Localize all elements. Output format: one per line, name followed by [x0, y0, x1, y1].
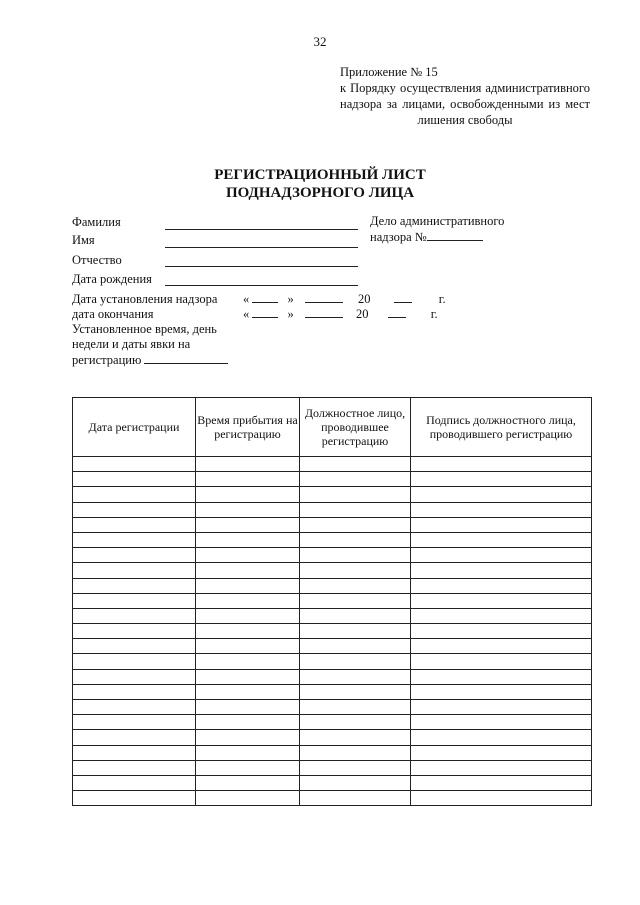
- end-day-field[interactable]: [252, 307, 278, 318]
- table-cell[interactable]: [411, 563, 592, 578]
- table-cell[interactable]: [411, 548, 592, 563]
- table-cell[interactable]: [196, 791, 300, 806]
- table-cell[interactable]: [196, 608, 300, 623]
- table-cell[interactable]: [73, 502, 196, 517]
- table-cell[interactable]: [196, 487, 300, 502]
- table-cell[interactable]: [300, 487, 411, 502]
- table-cell[interactable]: [196, 593, 300, 608]
- table-cell[interactable]: [73, 517, 196, 532]
- table-cell[interactable]: [411, 684, 592, 699]
- table-body: [73, 457, 592, 806]
- table-cell[interactable]: [196, 715, 300, 730]
- table-cell[interactable]: [300, 532, 411, 547]
- table-cell[interactable]: [73, 639, 196, 654]
- table-row: [73, 775, 592, 790]
- table-cell[interactable]: [73, 760, 196, 775]
- table-cell[interactable]: [411, 517, 592, 532]
- table-row: [73, 548, 592, 563]
- table-cell[interactable]: [73, 791, 196, 806]
- table-cell[interactable]: [300, 548, 411, 563]
- appendix-line: лишения свободы: [417, 113, 513, 127]
- table-row: [73, 730, 592, 745]
- table-cell[interactable]: [73, 487, 196, 502]
- table-cell[interactable]: [411, 532, 592, 547]
- table-cell[interactable]: [300, 745, 411, 760]
- close-quote: »: [287, 307, 294, 321]
- document-title: [0, 166, 640, 202]
- table-cell[interactable]: [73, 578, 196, 593]
- close-quote: »: [287, 292, 294, 306]
- table-cell[interactable]: [300, 563, 411, 578]
- table-cell[interactable]: [300, 608, 411, 623]
- table-row: [73, 760, 592, 775]
- case-label: Дело административного: [370, 214, 505, 228]
- open-quote: «: [243, 307, 250, 321]
- end-month-field[interactable]: [305, 307, 343, 318]
- century-label: 20: [358, 292, 371, 306]
- table-cell[interactable]: [411, 715, 592, 730]
- supervision-end-label: дата окончания: [72, 307, 154, 321]
- table-row: [73, 532, 592, 547]
- table-cell[interactable]: [300, 578, 411, 593]
- table-row: [73, 593, 592, 608]
- table-cell[interactable]: [73, 654, 196, 669]
- table-cell[interactable]: [300, 593, 411, 608]
- year-suffix: г.: [438, 292, 446, 306]
- table-cell[interactable]: [300, 775, 411, 790]
- table-cell[interactable]: [73, 624, 196, 639]
- page-number: 32: [313, 34, 327, 49]
- table-cell[interactable]: [300, 791, 411, 806]
- table-cell[interactable]: [73, 775, 196, 790]
- table-cell[interactable]: [196, 669, 300, 684]
- table-cell[interactable]: [411, 791, 592, 806]
- table-cell[interactable]: [411, 472, 592, 487]
- table-cell[interactable]: [411, 624, 592, 639]
- start-year-field[interactable]: [394, 292, 412, 303]
- open-quote: «: [243, 292, 250, 306]
- patronymic-label: Отчество: [72, 253, 122, 267]
- table-cell[interactable]: [196, 684, 300, 699]
- case-number-field[interactable]: [427, 229, 483, 241]
- table-cell[interactable]: [300, 654, 411, 669]
- table-row: [73, 578, 592, 593]
- table-cell[interactable]: [73, 715, 196, 730]
- table-cell[interactable]: [196, 639, 300, 654]
- surname-label: Фамилия: [72, 215, 121, 229]
- table-cell[interactable]: [196, 745, 300, 760]
- table-cell[interactable]: [196, 457, 300, 472]
- table-cell[interactable]: [73, 700, 196, 715]
- table-row: [73, 791, 592, 806]
- table-cell[interactable]: [73, 532, 196, 547]
- year-suffix: г.: [430, 307, 438, 321]
- table-cell[interactable]: [300, 700, 411, 715]
- table-cell[interactable]: [411, 487, 592, 502]
- table-cell[interactable]: [73, 457, 196, 472]
- table-row: [73, 487, 592, 502]
- table-cell[interactable]: [300, 624, 411, 639]
- schedule-label: регистрацию: [72, 353, 142, 367]
- case-number-label: надзора №: [370, 230, 427, 244]
- name-label: Имя: [72, 233, 95, 247]
- table-cell[interactable]: [411, 745, 592, 760]
- start-day-field[interactable]: [252, 292, 278, 303]
- table-cell[interactable]: [411, 730, 592, 745]
- table-cell[interactable]: [411, 593, 592, 608]
- schedule-label: недели и даты явки на: [72, 337, 191, 351]
- table-cell[interactable]: [73, 593, 196, 608]
- table-row: [73, 745, 592, 760]
- end-year-field[interactable]: [388, 307, 406, 318]
- table-row: [73, 472, 592, 487]
- table-cell[interactable]: [196, 578, 300, 593]
- table-cell[interactable]: [73, 684, 196, 699]
- table-cell[interactable]: [73, 563, 196, 578]
- table-cell[interactable]: [300, 669, 411, 684]
- start-month-field[interactable]: [305, 292, 343, 303]
- table-cell[interactable]: [196, 760, 300, 775]
- table-row: [73, 563, 592, 578]
- table-cell[interactable]: [300, 502, 411, 517]
- table-cell[interactable]: [73, 548, 196, 563]
- table-cell[interactable]: [73, 745, 196, 760]
- table-cell[interactable]: [411, 700, 592, 715]
- table-cell[interactable]: [196, 654, 300, 669]
- table-cell[interactable]: [196, 563, 300, 578]
- table-row: [73, 624, 592, 639]
- table-cell[interactable]: [196, 730, 300, 745]
- table-cell[interactable]: [300, 715, 411, 730]
- table-cell[interactable]: [196, 517, 300, 532]
- header-official-signature: Подпись должностного лица, проводившего регистрацию: [411, 398, 592, 457]
- table-row: [73, 669, 592, 684]
- table-cell[interactable]: [196, 532, 300, 547]
- table-row: [73, 700, 592, 715]
- birth-date-label: Дата рождения: [72, 272, 152, 286]
- table-cell[interactable]: [300, 760, 411, 775]
- surname-field[interactable]: [165, 229, 358, 230]
- title-line: ПОДНАДЗОРНОГО ЛИЦА: [225, 185, 415, 201]
- name-field[interactable]: [165, 247, 358, 248]
- table-cell[interactable]: [196, 472, 300, 487]
- appendix-line: Приложение № 15: [340, 65, 438, 79]
- title-line: РЕГИСТРАЦИОННЫЙ ЛИСТ: [214, 167, 426, 183]
- table-cell[interactable]: [411, 760, 592, 775]
- table-cell[interactable]: [411, 669, 592, 684]
- birth-date-field[interactable]: [165, 285, 358, 286]
- patronymic-field[interactable]: [165, 266, 358, 267]
- table-cell[interactable]: [196, 548, 300, 563]
- century-label: 20: [356, 307, 369, 321]
- table-cell[interactable]: [411, 775, 592, 790]
- table-cell[interactable]: [411, 502, 592, 517]
- table-cell[interactable]: [300, 684, 411, 699]
- table-cell[interactable]: [196, 502, 300, 517]
- supervision-end-date: [243, 307, 438, 322]
- table-cell[interactable]: [73, 669, 196, 684]
- appendix-note: [340, 64, 590, 128]
- table-cell[interactable]: [411, 639, 592, 654]
- table-row: [73, 457, 592, 472]
- header-arrival-time: Время прибытия на регистрацию: [196, 398, 300, 457]
- table-cell[interactable]: [73, 730, 196, 745]
- table-cell[interactable]: [300, 517, 411, 532]
- supervision-start-label: Дата установления надзора: [72, 292, 218, 306]
- header-registration-date: Дата регистрации: [73, 398, 196, 457]
- case-number-block: [370, 214, 504, 245]
- table-cell[interactable]: [300, 730, 411, 745]
- table-cell[interactable]: [300, 472, 411, 487]
- table-cell[interactable]: [300, 639, 411, 654]
- supervision-start-date: [243, 292, 446, 307]
- table-cell[interactable]: [196, 624, 300, 639]
- table-cell[interactable]: [411, 608, 592, 623]
- table-cell[interactable]: [411, 654, 592, 669]
- table-row: [73, 639, 592, 654]
- table-row: [73, 654, 592, 669]
- schedule-block: [72, 322, 228, 368]
- table-row: [73, 608, 592, 623]
- appendix-line: к Порядку осуществления административного: [340, 81, 590, 95]
- table-cell[interactable]: [73, 472, 196, 487]
- table-row: [73, 517, 592, 532]
- table-row: [73, 715, 592, 730]
- table-row: [73, 502, 592, 517]
- table-cell[interactable]: [411, 578, 592, 593]
- table-cell[interactable]: [73, 608, 196, 623]
- schedule-label: Установленное время, день: [72, 322, 217, 336]
- appendix-line: надзора за лицами, освобожденными из мест: [340, 97, 590, 111]
- table-header-row: [73, 398, 592, 457]
- header-official: Должностное лицо, проводившее регистрацию: [300, 398, 411, 457]
- table-cell[interactable]: [411, 457, 592, 472]
- registration-table: [72, 397, 592, 806]
- schedule-field[interactable]: [144, 352, 228, 364]
- table-cell[interactable]: [300, 457, 411, 472]
- table-row: [73, 684, 592, 699]
- table-cell[interactable]: [196, 775, 300, 790]
- table-cell[interactable]: [196, 700, 300, 715]
